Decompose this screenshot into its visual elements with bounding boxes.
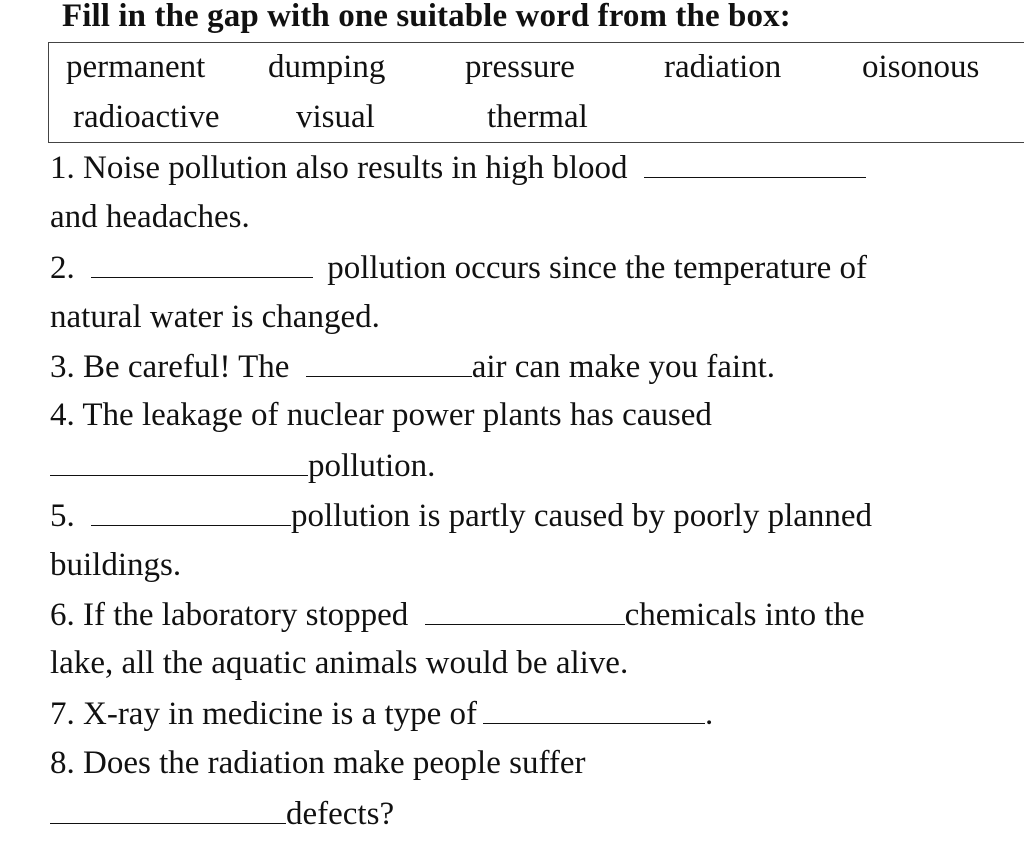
question-1-continuation: and headaches.: [50, 199, 250, 235]
question-3-suffix: air can make you faint.: [471, 349, 775, 385]
question-6-text: 6. If the laboratory stopped: [50, 597, 409, 633]
question-7-text: 7. X-ray in medicine is a type of: [50, 696, 478, 732]
question-5-number: 5.: [50, 498, 75, 534]
question-1-text: 1. Noise pollution also results in high blood: [50, 150, 628, 186]
word-oisonous: oisonous: [862, 49, 980, 85]
question-2-text: pollution occurs since the temperature of: [327, 250, 867, 286]
word-visual: visual: [296, 99, 375, 135]
question-3-text: 3. Be careful! The: [50, 349, 290, 385]
question-4: 4. The leakage of nuclear power plants has caused: [50, 397, 712, 433]
question-3-blank[interactable]: [306, 350, 472, 377]
question-7-suffix: .: [705, 696, 714, 732]
question-4-suffix: pollution.: [308, 448, 436, 484]
word-thermal: thermal: [487, 99, 588, 135]
question-1: [50, 151, 866, 185]
word-permanent: permanent: [66, 49, 206, 85]
question-5: [50, 499, 872, 533]
question-6: [50, 598, 865, 632]
word-radioactive: radioactive: [73, 99, 220, 135]
question-6-blank[interactable]: [425, 598, 625, 625]
question-1-blank[interactable]: [644, 151, 866, 178]
question-3: [50, 350, 775, 384]
question-5-continuation: buildings.: [50, 547, 182, 583]
question-2-continuation: natural water is changed.: [50, 299, 380, 335]
question-7-blank[interactable]: [483, 697, 705, 724]
question-5-blank[interactable]: [91, 499, 291, 526]
question-2-number: 2.: [50, 250, 75, 286]
question-4-continuation: [50, 449, 435, 483]
worksheet-title: Fill in the gap with one suitable word from the box:: [62, 0, 791, 34]
question-7: [50, 697, 713, 731]
question-6-continuation: lake, all the aquatic animals would be alive.: [50, 645, 629, 681]
word-radiation: radiation: [664, 49, 782, 85]
question-8-blank[interactable]: [50, 797, 286, 824]
word-pressure: pressure: [465, 49, 575, 85]
question-2: [50, 251, 867, 285]
question-8-continuation: [50, 797, 394, 831]
question-8: 8. Does the radiation make people suffer: [50, 745, 586, 781]
question-4-blank[interactable]: [50, 449, 308, 476]
word-dumping: dumping: [268, 49, 386, 85]
question-5-text: pollution is partly caused by poorly planned: [291, 498, 873, 534]
question-6-suffix: chemicals into the: [624, 597, 865, 633]
question-8-suffix: defects?: [286, 796, 395, 832]
question-2-blank[interactable]: [91, 251, 313, 278]
